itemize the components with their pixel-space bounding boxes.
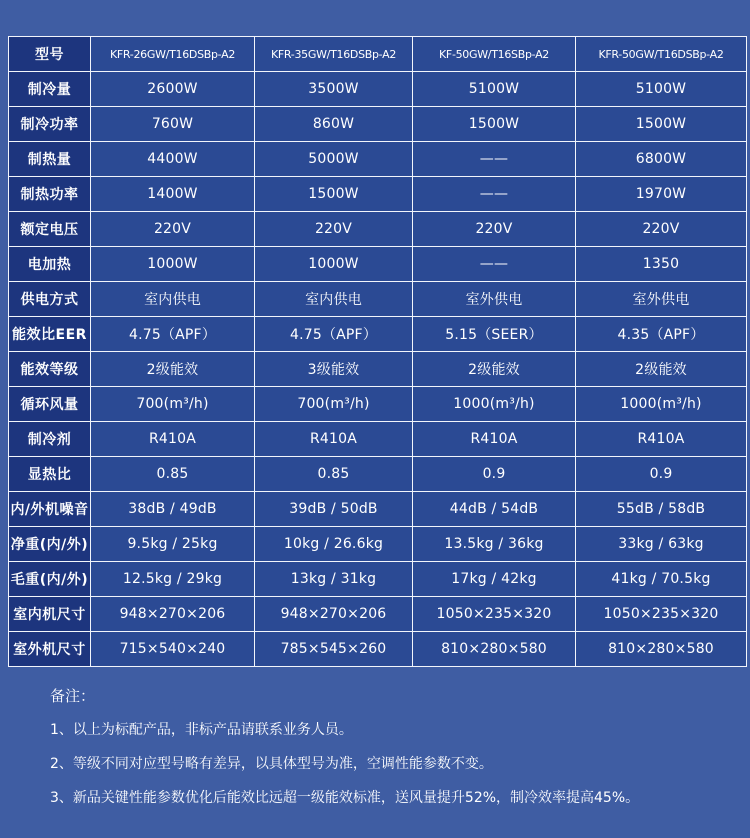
table-row [9, 527, 747, 562]
spec-value-cell: 1400W [91, 177, 255, 212]
row-label: 净重(内/外) [9, 527, 91, 562]
spec-value-cell: 860W [255, 107, 413, 142]
spec-value-cell: 4.75（APF） [91, 317, 255, 352]
spec-value-cell: 760W [91, 107, 255, 142]
spec-value-cell: 39dB / 50dB [255, 492, 413, 527]
row-label: 制热功率 [9, 177, 91, 212]
spec-value-cell: 810×280×580 [413, 632, 576, 667]
row-label: 额定电压 [9, 212, 91, 247]
spec-value-cell: 1050×235×320 [576, 597, 747, 632]
spec-value-cell: 17kg / 42kg [413, 562, 576, 597]
row-label: 室内机尺寸 [9, 597, 91, 632]
spec-value-cell: 2级能效 [413, 352, 576, 387]
corner-label: 型号 [9, 37, 91, 72]
row-label: 毛重(内/外) [9, 562, 91, 597]
spec-value-cell: 38dB / 49dB [91, 492, 255, 527]
spec-value-cell: 700(m³/h) [91, 387, 255, 422]
spec-value-cell: 4400W [91, 142, 255, 177]
row-label: 循环风量 [9, 387, 91, 422]
spec-value-cell: 13.5kg / 36kg [413, 527, 576, 562]
spec-value-cell: 41kg / 70.5kg [576, 562, 747, 597]
spec-value-cell: 4.75（APF） [255, 317, 413, 352]
table-row [9, 457, 747, 492]
spec-value-cell: R410A [576, 422, 747, 457]
row-label: 电加热 [9, 247, 91, 282]
row-label: 制冷功率 [9, 107, 91, 142]
spec-table [8, 36, 747, 667]
spec-value-cell: 715×540×240 [91, 632, 255, 667]
spec-value-cell: 33kg / 63kg [576, 527, 747, 562]
spec-value-cell: 948×270×206 [91, 597, 255, 632]
spec-value-cell: —— [413, 177, 576, 212]
model-header-3: KF-50GW/T16SBp-A2 [413, 37, 576, 72]
spec-value-cell: 室内供电 [91, 282, 255, 317]
spec-value-cell: 室外供电 [576, 282, 747, 317]
table-row [9, 352, 747, 387]
note-item-3: 3、新品关键性能参数优化后能效比远超一级能效标准，送风量提升52%，制冷效率提高45%。 [50, 790, 640, 806]
table-row [9, 562, 747, 597]
spec-value-cell: 2600W [91, 72, 255, 107]
spec-table-body [9, 72, 747, 667]
spec-value-cell: —— [413, 142, 576, 177]
spec-value-cell: R410A [91, 422, 255, 457]
table-row [9, 282, 747, 317]
spec-value-cell: 5100W [413, 72, 576, 107]
spec-value-cell: 55dB / 58dB [576, 492, 747, 527]
spec-value-cell: 220V [91, 212, 255, 247]
spec-value-cell: 10kg / 26.6kg [255, 527, 413, 562]
table-row [9, 492, 747, 527]
spec-value-cell: 0.9 [576, 457, 747, 492]
spec-value-cell: 810×280×580 [576, 632, 747, 667]
note-item-1: 1、以上为标配产品，非标产品请联系业务人员。 [50, 722, 353, 738]
spec-value-cell: 3级能效 [255, 352, 413, 387]
row-label: 显热比 [9, 457, 91, 492]
header-row [9, 37, 747, 72]
model-header-1: KFR-26GW/T16DSBp-A2 [91, 37, 255, 72]
spec-value-cell: 5.15（SEER） [413, 317, 576, 352]
table-row [9, 632, 747, 667]
spec-value-cell: 220V [576, 212, 747, 247]
spec-value-cell: 44dB / 54dB [413, 492, 576, 527]
model-header-2: KFR-35GW/T16DSBp-A2 [255, 37, 413, 72]
spec-value-cell: 5100W [576, 72, 747, 107]
spec-value-cell: 12.5kg / 29kg [91, 562, 255, 597]
spec-value-cell: 1050×235×320 [413, 597, 576, 632]
spec-value-cell: 室内供电 [255, 282, 413, 317]
spec-value-cell: 0.9 [413, 457, 576, 492]
spec-value-cell: 1500W [413, 107, 576, 142]
table-row [9, 247, 747, 282]
spec-value-cell: R410A [413, 422, 576, 457]
spec-value-cell: 1000(m³/h) [576, 387, 747, 422]
spec-value-cell: 室外供电 [413, 282, 576, 317]
spec-value-cell: 220V [413, 212, 576, 247]
row-label: 制冷量 [9, 72, 91, 107]
spec-value-cell: 0.85 [255, 457, 413, 492]
notes-title: 备注： [50, 687, 96, 705]
spec-value-cell: 1000W [91, 247, 255, 282]
row-label: 内/外机噪音 [9, 492, 91, 527]
row-label: 室外机尺寸 [9, 632, 91, 667]
spec-value-cell: 1000(m³/h) [413, 387, 576, 422]
table-row [9, 72, 747, 107]
spec-value-cell: 2级能效 [576, 352, 747, 387]
spec-value-cell: 4.35（APF） [576, 317, 747, 352]
spec-value-cell: 3500W [255, 72, 413, 107]
spec-value-cell: 5000W [255, 142, 413, 177]
note-item-2: 2、等级不同对应型号略有差异，以具体型号为准，空调性能参数不变。 [50, 756, 493, 772]
spec-value-cell: 948×270×206 [255, 597, 413, 632]
table-row [9, 387, 747, 422]
spec-value-cell: 220V [255, 212, 413, 247]
row-label: 能效比EER [9, 317, 91, 352]
spec-value-cell: 700(m³/h) [255, 387, 413, 422]
spec-value-cell: R410A [255, 422, 413, 457]
spec-value-cell: 1970W [576, 177, 747, 212]
spec-value-cell: 9.5kg / 25kg [91, 527, 255, 562]
row-label: 供电方式 [9, 282, 91, 317]
spec-value-cell: 0.85 [91, 457, 255, 492]
spec-value-cell: 1500W [255, 177, 413, 212]
table-row [9, 142, 747, 177]
table-row [9, 317, 747, 352]
spec-value-cell: 6800W [576, 142, 747, 177]
spec-value-cell: 13kg / 31kg [255, 562, 413, 597]
spec-value-cell: —— [413, 247, 576, 282]
table-row [9, 177, 747, 212]
model-header-4: KFR-50GW/T16DSBp-A2 [576, 37, 747, 72]
spec-value-cell: 785×545×260 [255, 632, 413, 667]
row-label: 制热量 [9, 142, 91, 177]
table-row [9, 212, 747, 247]
spec-value-cell: 2级能效 [91, 352, 255, 387]
notes-section [50, 684, 740, 820]
spec-value-cell: 1500W [576, 107, 747, 142]
table-row [9, 597, 747, 632]
table-row [9, 107, 747, 142]
row-label: 制冷剂 [9, 422, 91, 457]
spec-value-cell: 1350 [576, 247, 747, 282]
row-label: 能效等级 [9, 352, 91, 387]
table-row [9, 422, 747, 457]
spec-value-cell: 1000W [255, 247, 413, 282]
